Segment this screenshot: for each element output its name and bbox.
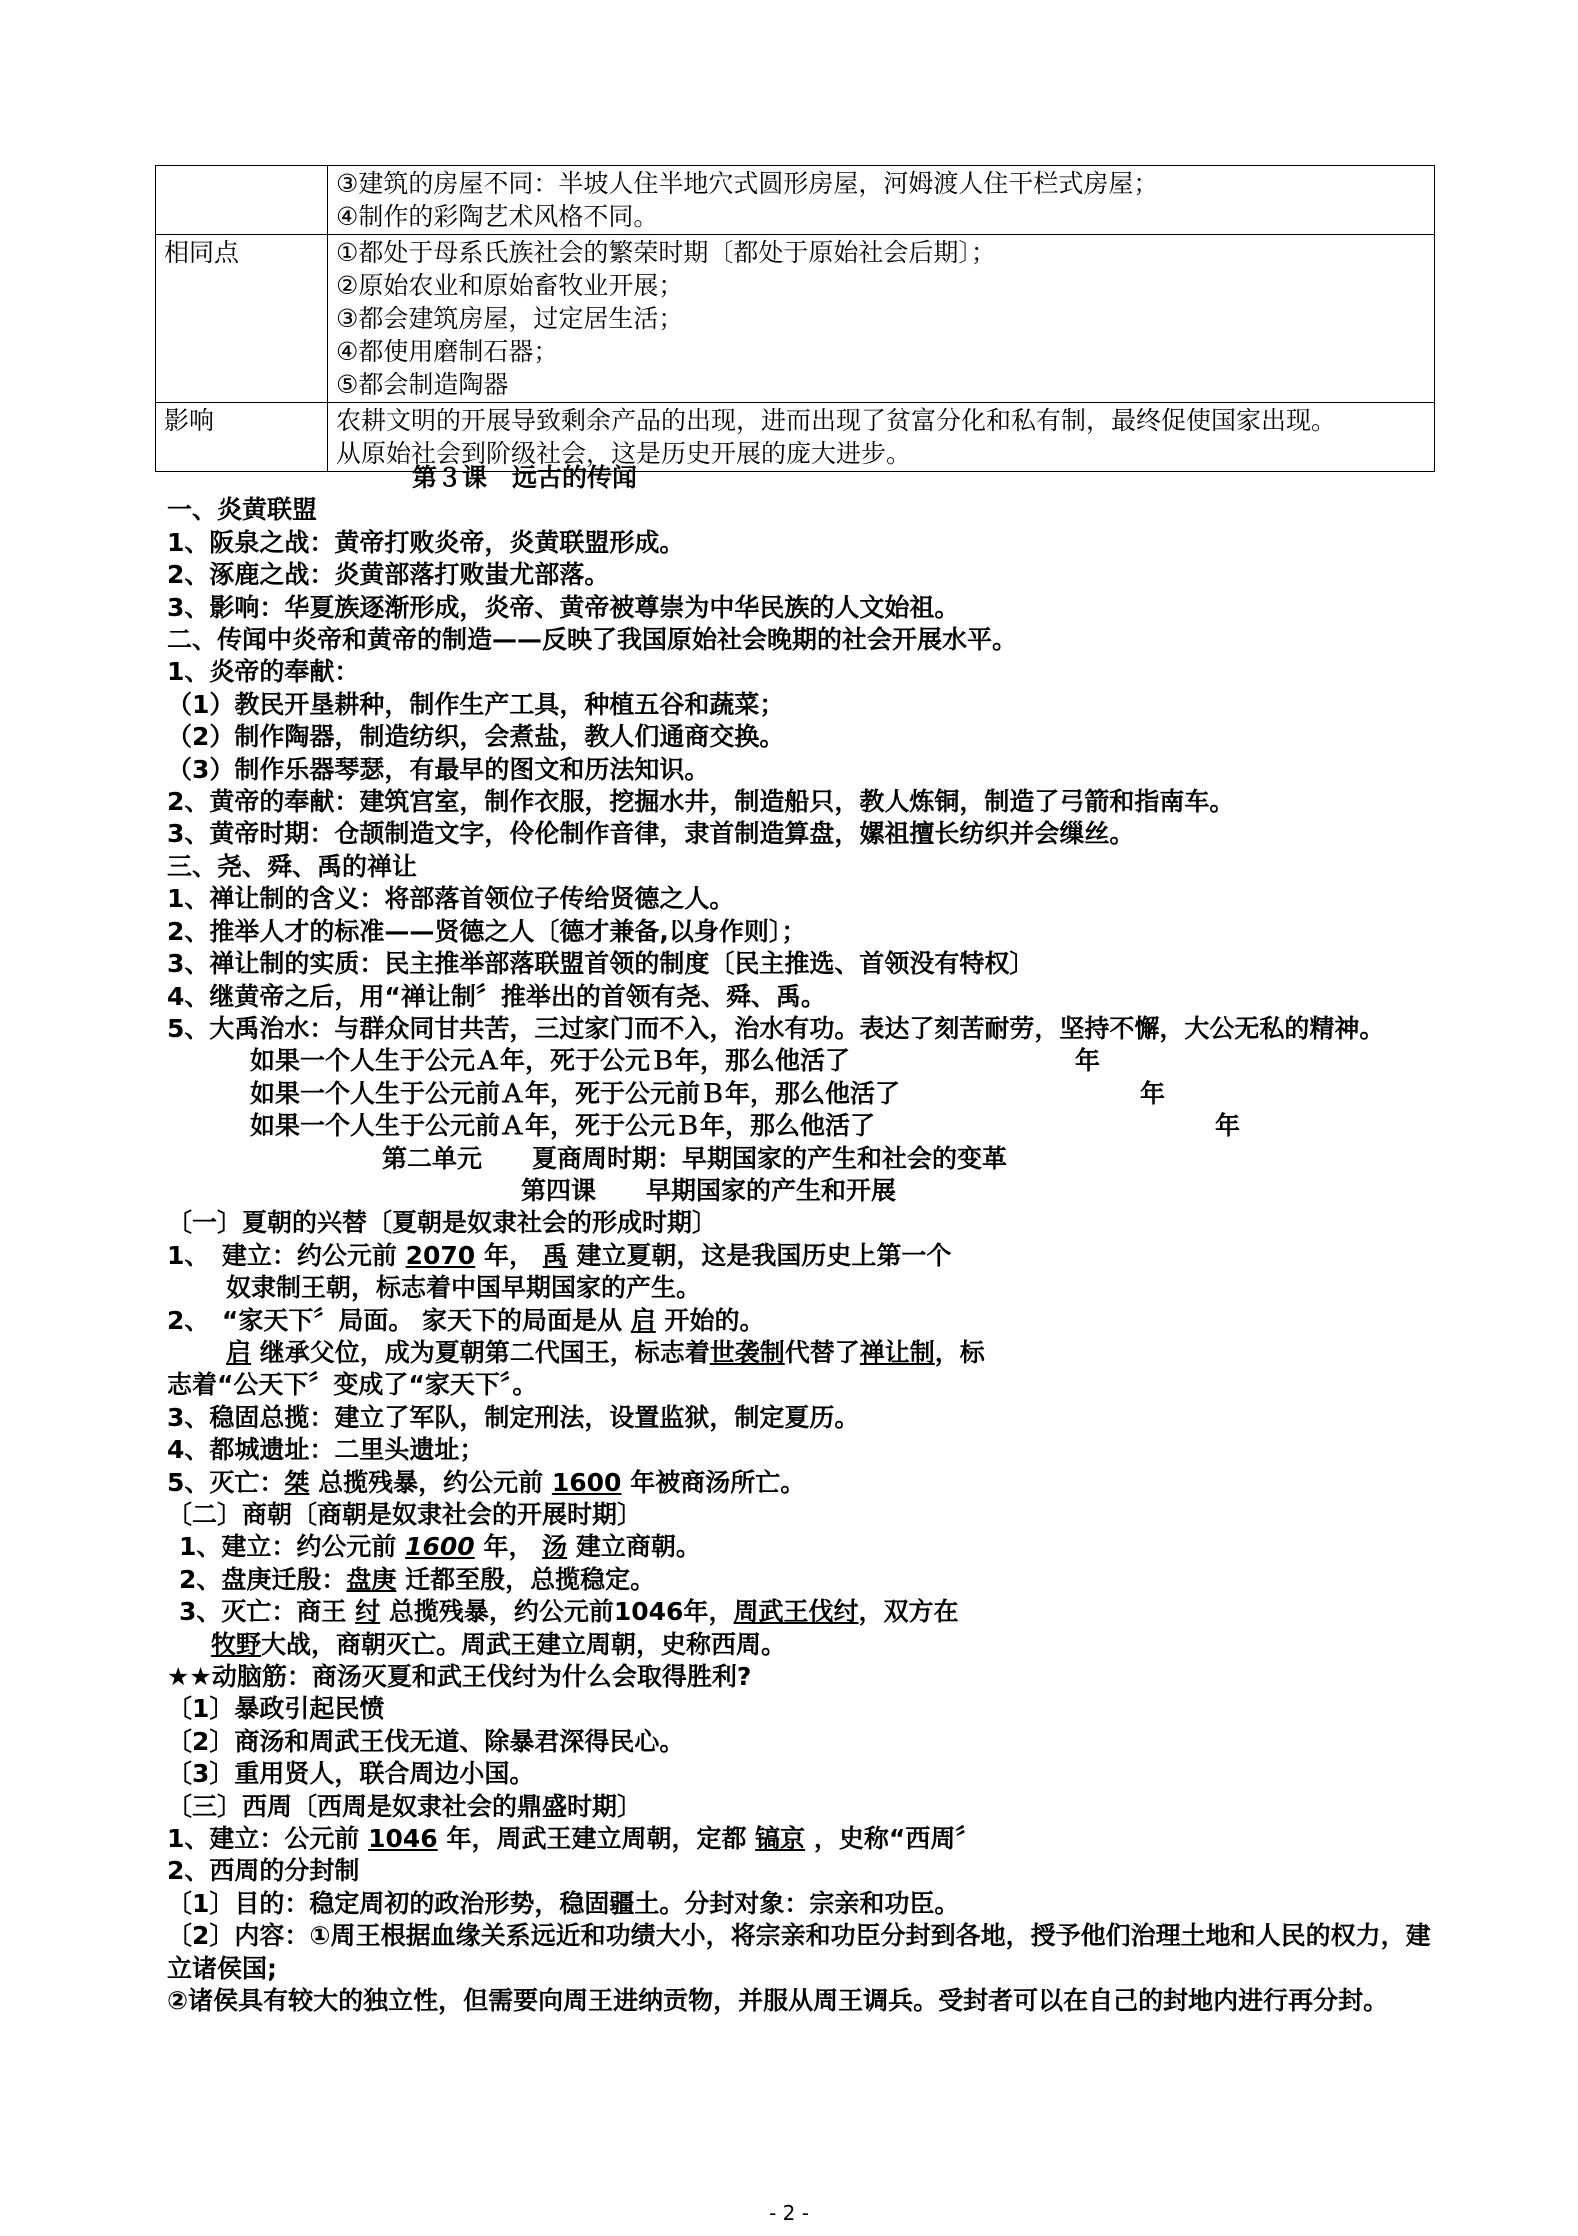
lesson3-title: 第３课 远古的传闻: [412, 463, 638, 492]
text-fragment: 1、建立：约公元前: [179, 1532, 397, 1562]
text-line: 〔1〕暴政引起民愤: [167, 1694, 385, 1724]
text-line: 奴隶制王朝，标志着中国早期国家的产生。: [226, 1273, 702, 1303]
text-fragment: 1046: [613, 1597, 684, 1627]
think-heading: ★★动脑筋：商汤灭夏和武王伐纣为什么会取得胜利?: [167, 1662, 752, 1692]
underlined-answer: 1046: [368, 1824, 438, 1854]
document-body: [167, 462, 1437, 2018]
text-fragment: 年，: [483, 1240, 534, 1270]
table-line: 农耕文明的开展导致剩余产品的出现，进而出现了贫富分化和私有制，最终促使国家出现。: [336, 406, 1337, 435]
table-row-content: [328, 235, 1435, 403]
underlined-answer: 1600: [551, 1467, 622, 1497]
text-line: [167, 1596, 1437, 1628]
section-heading: 〔三〕西周〔西周是奴隶社会的鼎盛时期〕: [167, 1791, 643, 1821]
text-line: 1、炎帝的奉献：: [167, 657, 360, 687]
text-fragment: 大战，商朝灭亡。周武王建立周朝，史称西周。: [261, 1629, 787, 1659]
underlined-answer: 禹: [542, 1240, 568, 1270]
underlined-answer: 1600: [405, 1532, 475, 1562]
text-fragment: 迁都至殷，总揽稳定。: [405, 1564, 656, 1594]
underlined-answer: 周武王伐纣: [733, 1597, 859, 1627]
text-line: [167, 1467, 1437, 1499]
table-line: ⑤都会制造陶器: [336, 370, 509, 399]
text-line: 〔1〕目的：稳定周初的政治形势，稳固疆土。分封对象：宗亲和功臣。: [167, 1888, 960, 1918]
table-line: ②原始农业和原始畜牧业开展；: [336, 271, 684, 300]
underlined-answer: 盘庚: [346, 1564, 397, 1594]
underlined-answer: 2070: [405, 1240, 476, 1270]
question-line: [167, 1110, 1437, 1142]
table-line: 从原始社会到阶级社会，这是历史开展的庞大进步。: [336, 439, 912, 468]
page-number: - 2 -: [769, 2201, 809, 2225]
text-fragment: 3、灭亡：商王: [179, 1597, 347, 1627]
text-line: （1）教民开垦耕种，制作生产工具，种植五谷和蔬菜；: [167, 689, 785, 719]
section-heading: 〔一〕夏朝的兴替〔夏朝是奴隶社会的形成时期〕: [167, 1208, 718, 1238]
text-line: 4、都城遗址：二里头遗址；: [167, 1435, 485, 1465]
text-fragment: 总揽残暴，约公元前: [388, 1597, 614, 1627]
year-unit: 年: [1140, 1078, 1166, 1108]
underlined-answer: 纣: [355, 1597, 381, 1627]
text-fragment: 年，周武王建立周朝，定都: [446, 1824, 747, 1854]
text-line: [167, 1823, 1437, 1855]
unit-title: 第二单元 夏商周时期：早期国家的产生和社会的变革: [382, 1143, 1008, 1173]
text-line: 1、阪泉之战：黄帝打败炎帝，炎黄联盟形成。: [167, 527, 685, 557]
text-line: [167, 1564, 1437, 1596]
text-fragment: 年被商汤所亡。: [630, 1467, 806, 1497]
text-fragment: 总揽残暴，约公元前: [318, 1467, 544, 1497]
text-line: 3、禅让制的实质：民主推举部落联盟首领的制度〔民主推选、首领没有特权〕: [167, 949, 1035, 979]
table-row-label: 相同点: [156, 235, 328, 403]
underlined-answer: 启: [226, 1337, 252, 1367]
text-line: 〔3〕重用贤人，联合周边小国。: [167, 1759, 535, 1789]
text-line: [167, 1531, 1437, 1563]
text-fragment: ，标: [934, 1337, 985, 1367]
text-fragment: ，史称“西周〞: [813, 1824, 981, 1854]
table-line: ④都使用磨制石器；: [336, 337, 559, 366]
text-line: [167, 1629, 1437, 1661]
underlined-answer: 启: [630, 1305, 656, 1335]
section-heading: 一、炎黄联盟: [167, 495, 318, 525]
text-fragment: 继承父位，成为夏朝第二代国王，标志着: [259, 1337, 710, 1367]
text-fragment: 1、建立：公元前: [167, 1824, 360, 1854]
section-heading: 三、尧、舜、禹的禅让: [167, 851, 418, 881]
text-fragment: 开始的。: [664, 1305, 765, 1335]
year-unit: 年: [1075, 1046, 1101, 1076]
underlined-answer: 桀: [284, 1467, 310, 1497]
underlined-answer: 汤: [542, 1532, 568, 1562]
text-line: 3、黄帝时期：仓颉制造文字，伶伦制作音律，隶首制造算盘，嫘祖擅长纺织并会缫丝。: [167, 819, 1135, 849]
text-line: [167, 1240, 1437, 1272]
text-line: [167, 1305, 1437, 1337]
text-line: 3、影响：华夏族逐渐形成，炎帝、黄帝被尊崇为中华民族的人文始祖。: [167, 592, 960, 622]
table-line: ①都处于母系氏族社会的繁荣时期〔都处于原始社会后期〕；: [336, 238, 996, 267]
text-line: 〔2〕商汤和周武王伐无道、除暴君深得民心。: [167, 1726, 685, 1756]
text-paragraph: 5、大禹治水：与群众同甘共苦，三过家门而不入，治水有功。表达了刻苦耐劳，坚持不懈，大公无私的精神。: [167, 1013, 1385, 1043]
text-fragment: 2、盘庚迁殷：: [179, 1564, 347, 1594]
underlined-answer: 世袭制: [709, 1337, 785, 1367]
comparison-table: [155, 165, 1435, 472]
underlined-answer: 禅让制: [859, 1337, 935, 1367]
section-heading: 二、传闻中炎帝和黄帝的制造——反映了我国原始社会晚期的社会开展水平。: [167, 625, 1018, 655]
text-fragment: 建立商朝。: [575, 1532, 701, 1562]
question-text: 如果一个人生于公元前Ａ年，死于公元Ｂ年，那么他活了: [250, 1111, 876, 1141]
table-line: ③建筑的房屋不同：半坡人住半地穴式圆形房屋，河姆渡人住干栏式房屋；: [336, 169, 1159, 198]
text-line: [167, 1337, 1437, 1369]
table-line: ③都会建筑房屋，过定居生活；: [336, 304, 684, 333]
text-line: （3）制作乐器琴瑟，有最早的图文和历法知识。: [167, 754, 710, 784]
text-line: 2、涿鹿之战：炎黄部落打败蚩尤部落。: [167, 560, 610, 590]
text-line: （2）制作陶器，制造纺织，会煮盐，教人们通商交换。: [167, 722, 785, 752]
text-fragment: ，双方在: [858, 1597, 959, 1627]
text-line: 3、稳固总揽：建立了军队，制定刑法，设置监狱，制定夏历。: [167, 1402, 860, 1432]
year-unit: 年: [1215, 1111, 1241, 1141]
section-heading: 〔二〕商朝〔商朝是奴隶社会的开展时期〕: [167, 1500, 643, 1529]
table-row-label: 影响: [156, 403, 328, 472]
underlined-answer: 牧野: [211, 1629, 262, 1659]
text-line: 2、黄帝的奉献：建筑宫室，制作衣服，挖掘水井，制造船只，教人炼铜，制造了弓箭和指南车。: [167, 787, 1235, 817]
text-fragment: 1、 建立：约公元前: [167, 1240, 397, 1270]
question-text: 如果一个人生于公元Ａ年，死于公元Ｂ年，那么他活了: [250, 1046, 851, 1076]
question-line: [167, 1045, 1437, 1077]
table-line: ④制作的彩陶艺术风格不同。: [336, 202, 659, 231]
text-line: 2、西周的分封制: [167, 1856, 360, 1886]
text-fragment: 2、 “家天下〞局面。 家天下的局面是从: [167, 1305, 623, 1335]
text-line: 志着“公天下〞变成了“家天下〞。: [167, 1370, 538, 1400]
table-row: [156, 166, 1435, 235]
text-line: 2、推举人才的标准——贤德之人〔德才兼备,以身作则〕；: [167, 916, 807, 946]
question-text: 如果一个人生于公元前Ａ年，死于公元前Ｂ年，那么他活了: [250, 1078, 901, 1108]
text-fragment: 建立夏朝，这是我国历史上第一个: [576, 1240, 952, 1270]
text-line: 4、继黄帝之后，用“禅让制〞推举出的首领有尧、舜、禹。: [167, 981, 826, 1011]
text-fragment: 年，: [683, 1597, 734, 1627]
table-row-content: [328, 166, 1435, 235]
table-row: [156, 235, 1435, 403]
text-line: 1、禅让制的含义：将部落首领位子传给贤德之人。: [167, 884, 735, 914]
lesson4-title: 第四课 早期国家的产生和开展: [521, 1175, 897, 1205]
text-fragment: 5、灭亡：: [167, 1467, 285, 1497]
text-paragraph: ②诸侯具有较大的独立性，但需要向周王进纳贡物，并服从周王调兵。受封者可以在自己的封地内进行再分封。: [167, 1986, 1389, 2016]
text-fragment: 年，: [483, 1532, 534, 1562]
table-row-label: [156, 166, 328, 235]
text-fragment: 代替了: [784, 1337, 860, 1367]
text-paragraph: 〔2〕内容：①周王根据血缘关系远近和功绩大小，将宗亲和功臣分封到各地，授予他们治理土地和人民的权力，建立诸侯国;: [167, 1921, 1431, 1983]
question-line: [167, 1078, 1437, 1110]
underlined-answer: 镐京: [755, 1824, 806, 1854]
